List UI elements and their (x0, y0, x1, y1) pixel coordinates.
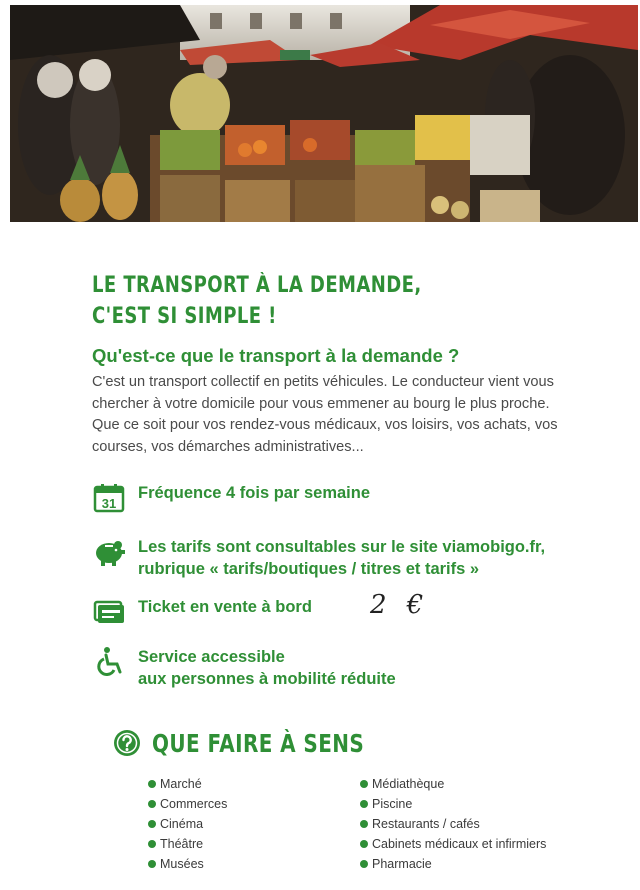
intro-body: C'est un transport collectif en petits véhicules. Le conducteur vient vous chercher à votre domicile pour vous emmener au bourg le plus proche. Que ce soit pour vos rendez-vous médicaux, vos loisirs, vos achats, vos courses, vos démarches administratives... (92, 374, 558, 455)
feature-frequency (92, 482, 370, 514)
list-item-label: Théâtre (160, 837, 204, 851)
list-item (148, 854, 227, 874)
que-faire-list-left (148, 774, 227, 874)
list-item (360, 774, 546, 794)
intro-question: Qu'est-ce que le transport à la demande ? (92, 345, 460, 366)
list-item (148, 834, 227, 854)
list-item (148, 774, 227, 794)
list-item (360, 794, 546, 814)
bullet-icon (360, 860, 368, 868)
bullet-icon (360, 820, 368, 828)
feature-ticket (92, 596, 312, 628)
calendar-icon (92, 482, 126, 514)
feature-frequency-text: Fréquence 4 fois par semaine (138, 484, 371, 502)
bullet-icon (148, 820, 156, 828)
list-item-label: Cinéma (160, 817, 204, 831)
list-item (360, 814, 546, 834)
ticket-icon (92, 596, 126, 628)
feature-tarifs (92, 536, 545, 580)
headline-line-2: C'EST SI SIMPLE ! (92, 304, 277, 329)
feature-tarifs-line-2: rubrique « tarifs/boutiques / titres et tarifs » (138, 560, 480, 578)
bullet-icon (360, 840, 368, 848)
handwritten-price: 2 € (370, 590, 430, 620)
market-photo (10, 5, 638, 222)
list-item-label: Musées (160, 857, 204, 871)
feature-accessibility (92, 646, 396, 690)
wheelchair-icon (92, 646, 126, 678)
list-item (148, 814, 227, 834)
list-item-label: Marché (160, 777, 202, 791)
bullet-icon (148, 840, 156, 848)
que-faire-list-right (360, 774, 546, 874)
list-item (360, 854, 546, 874)
bullet-icon (148, 780, 156, 788)
list-item (148, 794, 227, 814)
calendar-icon-day: 31 (101, 496, 117, 511)
list-item (360, 834, 546, 854)
list-item-label: Piscine (372, 797, 413, 811)
piggy-bank-icon (92, 536, 126, 568)
que-faire-heading (112, 728, 417, 758)
que-faire-title: QUE FAIRE À SENS (152, 728, 365, 758)
bullet-icon (148, 860, 156, 868)
feature-accessibility-line-2: aux personnes à mobilité réduite (138, 670, 396, 688)
list-item-label: Restaurants / cafés (372, 817, 480, 831)
question-icon (112, 728, 142, 758)
feature-tarifs-line-1: Les tarifs sont consultables sur le site viamobigo.fr, (138, 538, 546, 556)
list-item-label: Médiathèque (372, 777, 445, 791)
bullet-icon (360, 780, 368, 788)
bullet-icon (360, 800, 368, 808)
bullet-icon (148, 800, 156, 808)
headline (92, 270, 477, 332)
list-item-label: Cabinets médicaux et infirmiers (372, 837, 547, 851)
feature-ticket-text: Ticket en vente à bord (138, 598, 312, 616)
headline-line-1: LE TRANSPORT À LA DEMANDE, (92, 273, 422, 298)
list-item-label: Commerces (160, 797, 228, 811)
feature-accessibility-line-1: Service accessible (138, 648, 285, 666)
list-item-label: Pharmacie (372, 857, 432, 871)
